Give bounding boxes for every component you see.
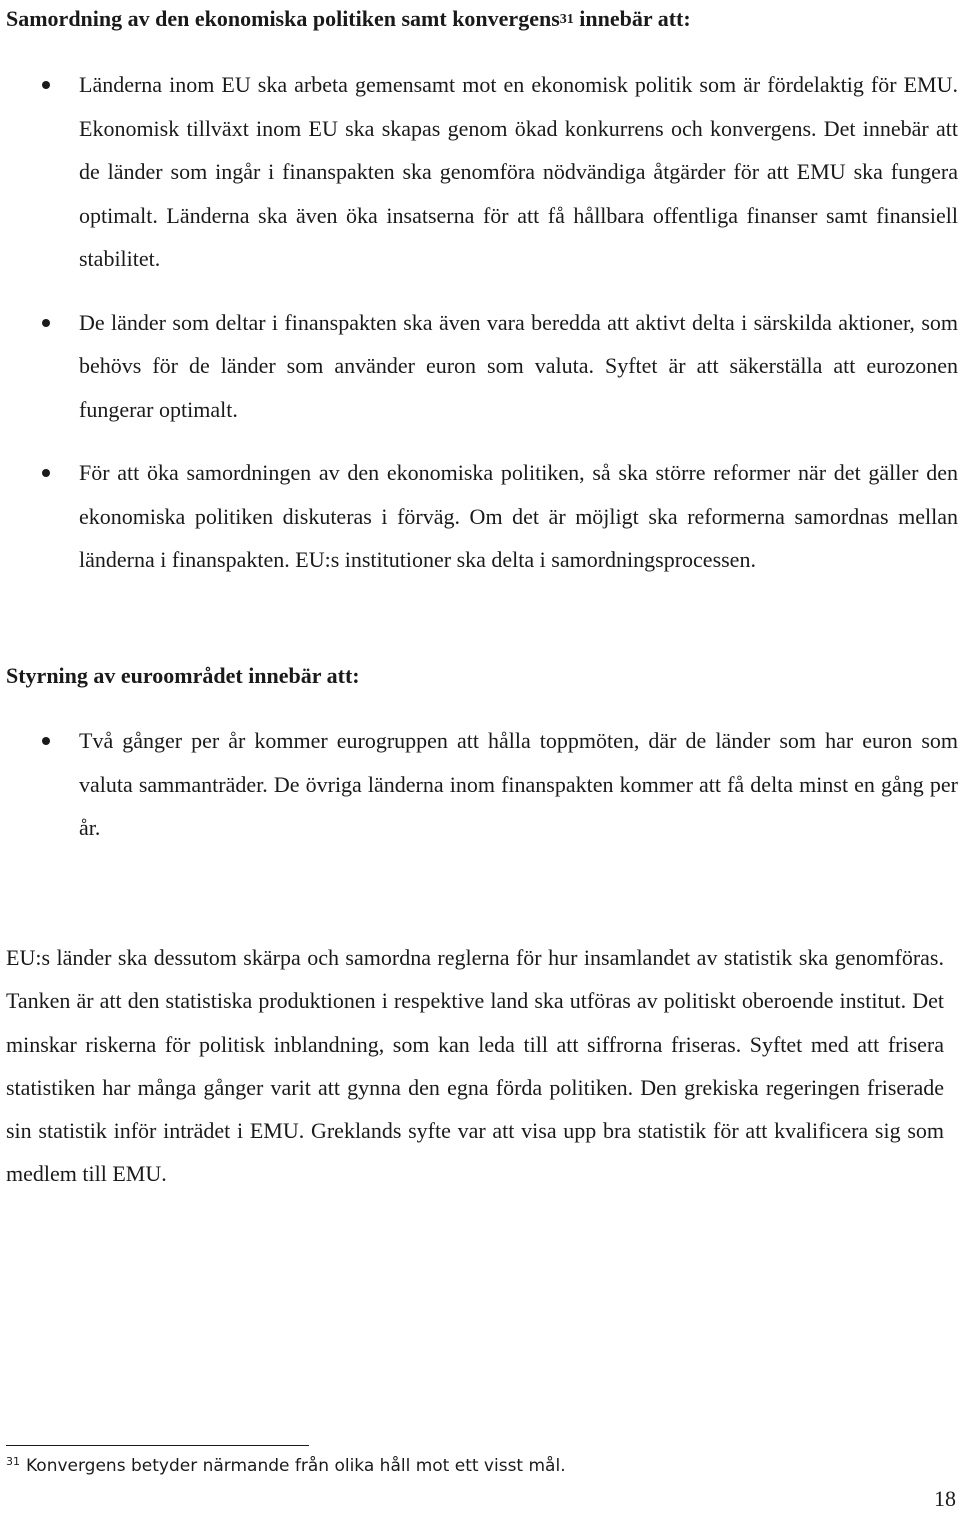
list-item bbox=[0, 719, 960, 850]
list-item bbox=[0, 301, 960, 432]
heading-text: Samordning av den ekonomiska politiken samt konvergens bbox=[6, 6, 560, 31]
section-heading-euro-governance: Styrning av euroområdet innebär att: bbox=[6, 663, 360, 688]
footnote-text: Konvergens betyder närmande från olika håll mot ett visst mål. bbox=[26, 1456, 566, 1476]
bullet-icon bbox=[42, 81, 50, 89]
list-item bbox=[0, 451, 960, 582]
governance-bullet-list bbox=[0, 719, 960, 870]
list-item-text: De länder som deltar i finanspakten ska även vara beredda att aktivt delta i särskilda aktioner, som behövs för de länder som använder euron som valuta. Syftet är att säkerställa att eurozonen fungerar optimalt. bbox=[79, 309, 958, 422]
bullet-icon bbox=[42, 319, 50, 327]
footnote-divider bbox=[6, 1445, 309, 1446]
page-number: 18 bbox=[934, 1486, 956, 1511]
list-item bbox=[0, 63, 960, 281]
list-item-text: För att öka samordningen av den ekonomiska politiken, så ska större reformer när det gäller den ekonomiska politiken diskuteras i förväg. Om det är möjligt ska reformerna samordnas mellan länderna i finanspakten. EU:s institutioner ska delta i samordningsprocessen. bbox=[79, 460, 958, 572]
bullet-icon bbox=[42, 469, 50, 477]
coordination-bullet-list bbox=[0, 63, 960, 602]
heading-tail: innebär att: bbox=[573, 6, 691, 31]
footnote-number: 31 bbox=[6, 1455, 20, 1468]
bullet-icon bbox=[42, 737, 50, 745]
footnote-reference: 31 bbox=[559, 12, 574, 27]
section-heading-coordination bbox=[6, 6, 691, 36]
list-item-text: Länderna inom EU ska arbeta gemensamt mot en ekonomisk politik som är fördelaktig för EMU. Ekonomisk tillväxt inom EU ska skapas genom ökad konkurrens och konvergens. Det innebär att de länder som ingår i finanspakten ska genomföra nödvändiga åtgärder för att EMU ska fungera optimalt. Länderna ska även öka insatserna för att få hållbara offentliga finanser samt finansiell stabilitet. bbox=[79, 72, 958, 271]
statistics-paragraph: EU:s länder ska dessutom skärpa och samordna reglerna för hur insamlandet av statistik ska genomföras. Tanken är att den statistiska produktionen i respektive land ska utföras av politiskt oberoende institut. Det minskar riskerna för politisk inblandning, som kan leda till att siffrorna friseras. Syftet med att frisera statistiken har många gånger varit att gynna den egna förda politiken. Den grekiska regeringen friserade sin statistik inför inträdet i EMU. Greklands syfte var att visa upp bra statistik för att kvalificera sig som medlem till EMU. bbox=[6, 945, 944, 1187]
footnote bbox=[6, 1454, 566, 1480]
list-item-text: Två gånger per år kommer eurogruppen att hålla toppmöten, där de länder som har euron som valuta sammanträder. De övriga länderna inom finanspakten kommer att få delta minst en gång per år. bbox=[79, 728, 958, 840]
